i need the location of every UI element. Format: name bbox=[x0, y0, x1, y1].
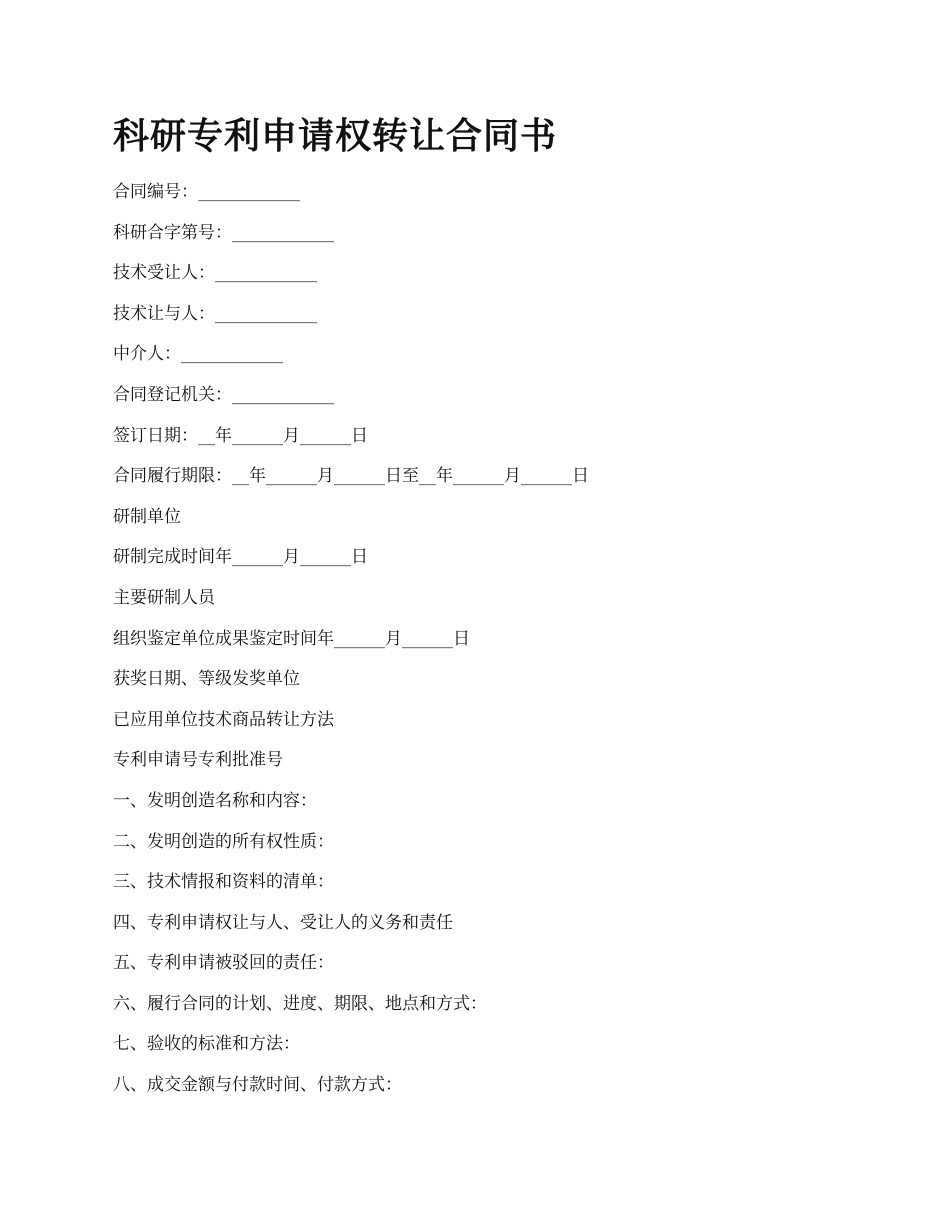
technology-transferor-line: 技术让与人：____________ bbox=[113, 303, 317, 324]
signing-date-line: 签订日期：__年______月______日 bbox=[113, 425, 368, 446]
document-title: 科研专利申请权转让合同书 bbox=[113, 116, 558, 157]
appraisal-unit-line: 组织鉴定单位成果鉴定时间年______月______日 bbox=[113, 628, 470, 649]
section-heading: 三、技术情报和资料的清单： bbox=[113, 872, 334, 893]
document-body bbox=[113, 179, 589, 1113]
registration-authority-line: 合同登记机关：____________ bbox=[113, 384, 334, 405]
intermediary-line: 中介人：____________ bbox=[113, 344, 283, 365]
section-heading: 八、成交金额与付款时间、付款方式： bbox=[113, 1075, 402, 1096]
technology-transferee-line: 技术受让人：____________ bbox=[113, 263, 317, 284]
patent-numbers-line: 专利申请号专利批准号 bbox=[113, 750, 283, 771]
performance-period-line: 合同履行期限：__年______月______日至__年______月______日 bbox=[113, 466, 589, 487]
applied-units-line: 已应用单位技术商品转让方法 bbox=[113, 709, 334, 730]
completion-date-line: 研制完成时间年______月______日 bbox=[113, 547, 368, 568]
section-heading: 一、发明创造名称和内容： bbox=[113, 790, 317, 811]
development-unit-line: 研制单位 bbox=[113, 506, 181, 527]
section-heading: 六、履行合同的计划、进度、期限、地点和方式： bbox=[113, 993, 487, 1014]
section-heading: 五、专利申请被驳回的责任： bbox=[113, 953, 334, 974]
main-developers-line: 主要研制人员 bbox=[113, 587, 215, 608]
section-heading: 二、发明创造的所有权性质： bbox=[113, 831, 334, 852]
research-contract-no-line: 科研合字第号：____________ bbox=[113, 222, 334, 243]
contract-number-line: 合同编号：____________ bbox=[113, 182, 300, 202]
section-heading: 七、验收的标准和方法： bbox=[113, 1034, 300, 1055]
award-info-line: 获奖日期、等级发奖单位 bbox=[113, 669, 300, 690]
section-heading: 四、专利申请权让与人、受让人的义务和责任 bbox=[113, 912, 453, 933]
